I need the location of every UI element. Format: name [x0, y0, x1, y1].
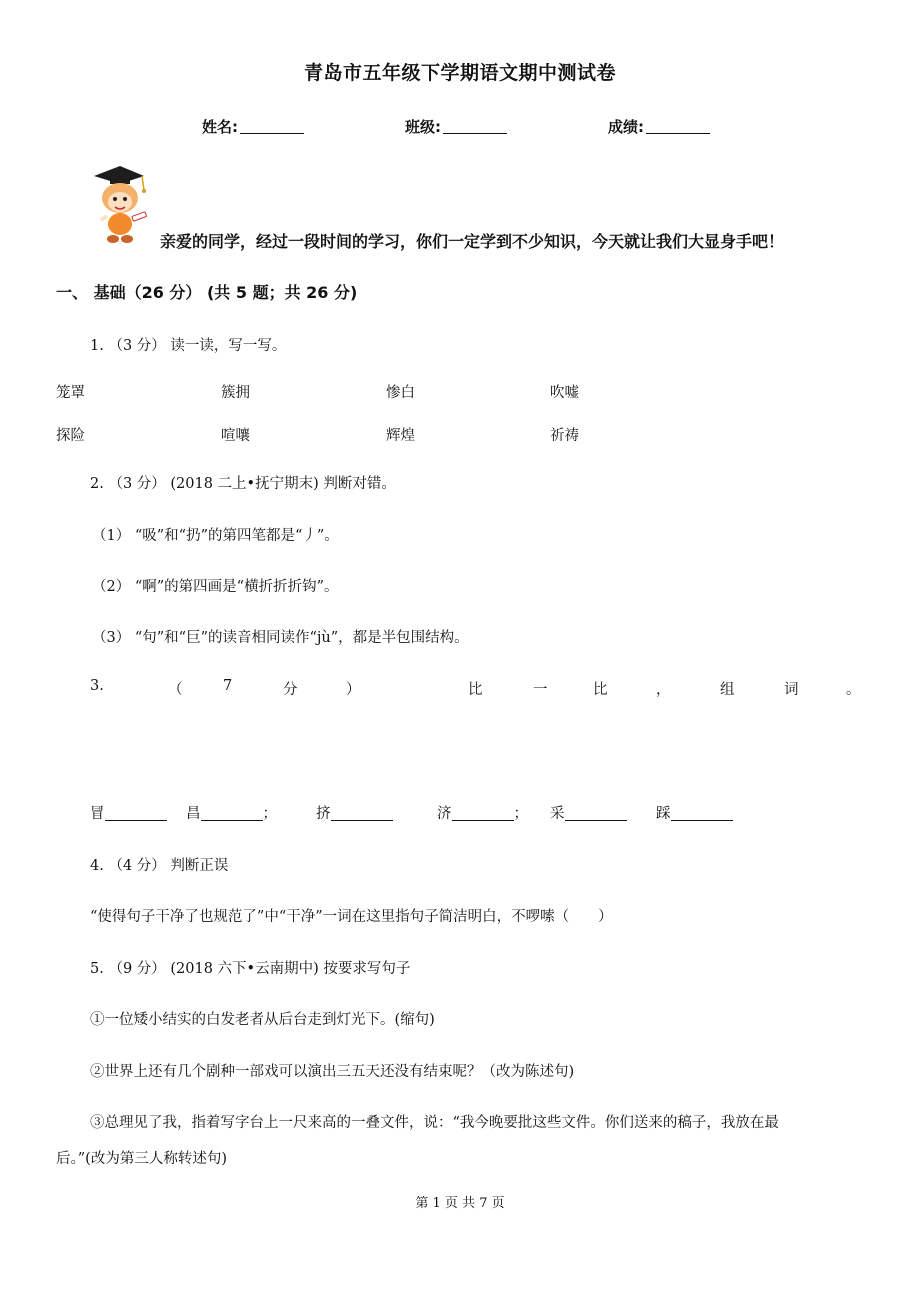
q3-token: 一 — [533, 682, 548, 698]
class-field — [405, 116, 507, 137]
class-blank — [443, 119, 507, 134]
q3-token: ） — [346, 682, 361, 698]
q3-fill-item — [90, 802, 167, 823]
class-label: 班级: — [405, 118, 441, 136]
q5-sentence: ①一位矮小结实的白发老者从后台走到灯光下。(缩句) — [90, 1012, 435, 1028]
q3-char: 挤 — [316, 806, 331, 822]
score-label: 成绩: — [608, 118, 644, 136]
q3-char: 冒 — [90, 806, 105, 822]
q1-stem: 1. （3 分） 读一读，写一写。 — [90, 338, 287, 354]
q3-char: 踩 — [656, 806, 671, 822]
q2-item: （3） “句”和“巨”的读音相同读作“jù”，都是半包围结构。 — [92, 630, 469, 646]
page-number: 第 1 页 共 7 页 — [415, 1196, 505, 1211]
q1-word: 辉煌 — [386, 428, 415, 444]
q3-token: 词 — [784, 682, 799, 698]
q3-token: 3. — [90, 678, 104, 694]
answer-blank[interactable] — [105, 806, 167, 821]
q3-token: 7 — [223, 678, 233, 694]
q3-fill-item — [550, 802, 627, 823]
q3-separator: ； — [513, 806, 528, 822]
mascot-graduate-icon — [86, 162, 152, 246]
q3-char: 昌 — [186, 806, 201, 822]
q1-word: 祈祷 — [550, 428, 579, 444]
q4-stem: 4. （4 分） 判断正误 — [90, 858, 229, 874]
score-blank — [646, 119, 710, 134]
answer-blank[interactable] — [452, 806, 514, 821]
q3-token: 。 — [846, 682, 861, 698]
answer-blank[interactable] — [671, 806, 733, 821]
q3-token: 组 — [720, 682, 735, 698]
q1-word: 惨白 — [386, 385, 415, 401]
q2-item: （1） “吸”和“扔”的第四笔都是“丿”。 — [92, 528, 339, 544]
name-label: 姓名: — [202, 118, 238, 136]
q3-token: ， — [656, 682, 671, 698]
q1-word: 探险 — [56, 428, 85, 444]
name-blank — [240, 119, 304, 134]
q3-char: 济 — [437, 806, 452, 822]
q1-word: 簇拥 — [221, 385, 250, 401]
greeting-text: 亲爱的同学，经过一段时间的学习，你们一定学到不少知识，今天就让我们大显身手吧！ — [160, 232, 785, 251]
q2-item: （2） “啊”的第四画是“横折折折钩”。 — [92, 579, 339, 595]
q3-token: 分 — [283, 682, 298, 698]
q3-token: 比 — [593, 682, 608, 698]
q3-fill-item — [437, 802, 528, 823]
q2-stem: 2. （3 分） (2018 二上•抚宁期末) 判断对错。 — [90, 476, 396, 492]
q3-fill-item — [186, 802, 277, 823]
page-title: 青岛市五年级下学期语文期中测试卷 — [303, 62, 616, 84]
q3-fill-item — [656, 802, 733, 823]
q3-token: 比 — [468, 682, 483, 698]
q3-char: 采 — [550, 806, 565, 822]
score-field — [608, 116, 710, 137]
q3-separator: ； — [262, 806, 277, 822]
section-heading: 一、 基础（26 分） (共 5 题；共 26 分) — [56, 283, 358, 302]
answer-blank[interactable] — [201, 806, 263, 821]
q5-sentence: ②世界上还有几个剧种一部戏可以演出三五天还没有结束呢？（改为陈述句) — [90, 1064, 575, 1080]
q3-fill-item — [316, 802, 393, 823]
q1-word: 吹嘘 — [550, 385, 579, 401]
name-field — [202, 116, 304, 137]
q5-sentence-cont: 后。”(改为第三人称转述句) — [56, 1151, 227, 1167]
q1-word: 喧嚷 — [221, 428, 250, 444]
answer-blank[interactable] — [565, 806, 627, 821]
q4-text: “使得句子干净了也规范了”中“干净”一词在这里指句子简洁明白，不啰嗦（ ） — [90, 909, 613, 925]
q5-stem: 5. （9 分） (2018 六下•云南期中) 按要求写句子 — [90, 961, 411, 977]
q5-sentence: ③总理见了我，指着写字台上一尺来高的一叠文件，说：“我今晚要批这些文件。你们送来的稿子，我放在最 — [90, 1115, 779, 1131]
q3-token: （ — [168, 682, 183, 698]
q1-word: 笼罩 — [56, 385, 85, 401]
answer-blank[interactable] — [331, 806, 393, 821]
